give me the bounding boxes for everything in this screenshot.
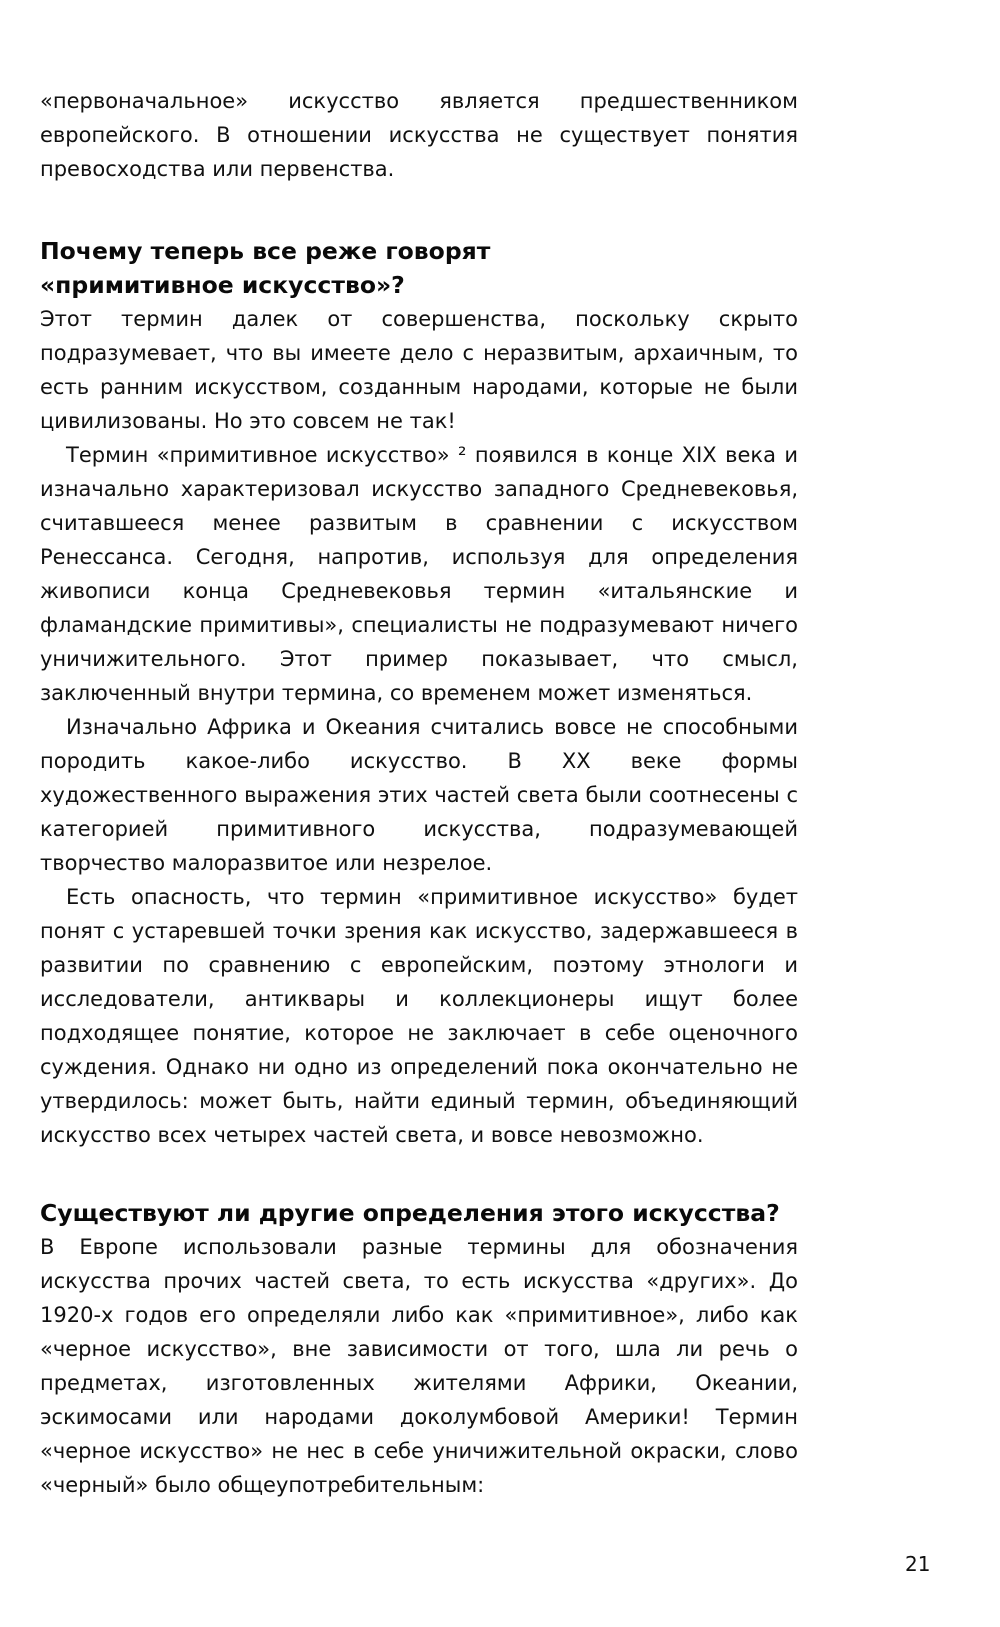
paragraph-africa-oceania: Изначально Африка и Океания считались вовсе не способными породить какое-либо искусство. В XX веке формы художественного выражения этих частей света были соотнесены с категорией примитивного искусства, подразумевающей творчество малоразвитое или незрелое.	[40, 715, 798, 875]
paragraph-europe-terms: В Европе использовали разные термины для обозначения искусства прочих частей света, то есть искусства «других». До 1920-х годов его определяли либо как «примитивное», либо как «черное искусство», вне зависимости от того, шла ли речь о предметах, изготовленных жителями Африки, Океании, эскимосами или народами доколумбовой Америки! Термин «черное искусство» не нес в себе уничижительной окраски, слово «черный» было общеупотребительным:	[40, 1235, 798, 1497]
page-number: 21	[905, 1552, 931, 1576]
section-heading-primitive-art	[40, 234, 798, 302]
paragraph-term-origin: Термин «примитивное искусство» ² появился в конце XIX века и изначально характеризовал искусство западного Средневековья, считавшееся менее развитым в сравнении с искусством Ренессанса. Сегодня, напротив, используя для определения живописи конца Средневековья термин «итальянские и фламандские примитивы», специалисты не подразумевают ничего уничижительного. Этот пример показывает, что смысл, заключенный внутри термина, со временем может изменяться.	[40, 443, 798, 705]
heading-line-1: Почему теперь все реже говорят	[40, 237, 491, 265]
section-heading-other-definitions: Существуют ли другие определения этого искусства?	[40, 1199, 780, 1227]
paragraph-danger-of-term: Есть опасность, что термин «примитивное искусство» будет понят с устаревшей точки зрения как искусство, задержавшееся в развитии по сравнению с европейским, поэтому этнологи и исследователи, антиквары и коллекционеры ищут более подходящее понятие, которое не заключает в себе оценочного суждения. Однако ни одно из определений пока окончательно не утвердилось: может быть, найти единый термин, объединяющий искусство всех четырех частей света, и вовсе невозможно.	[40, 885, 798, 1147]
intro-paragraph: «первоначальное» искусство является предшественником европейского. В отношении искусства не существует понятия превосходства или первенства.	[40, 89, 798, 181]
heading-line-2: «примитивное искусство»?	[40, 271, 405, 299]
page-body	[40, 84, 798, 1502]
paragraph-term-imperfect: Этот термин далек от совершенства, поскольку скрыто подразумевает, что вы имеете дело с неразвитым, архаичным, то есть ранним искусством, созданным народами, которые не были цивилизованы. Но это совсем не так!	[40, 307, 798, 433]
